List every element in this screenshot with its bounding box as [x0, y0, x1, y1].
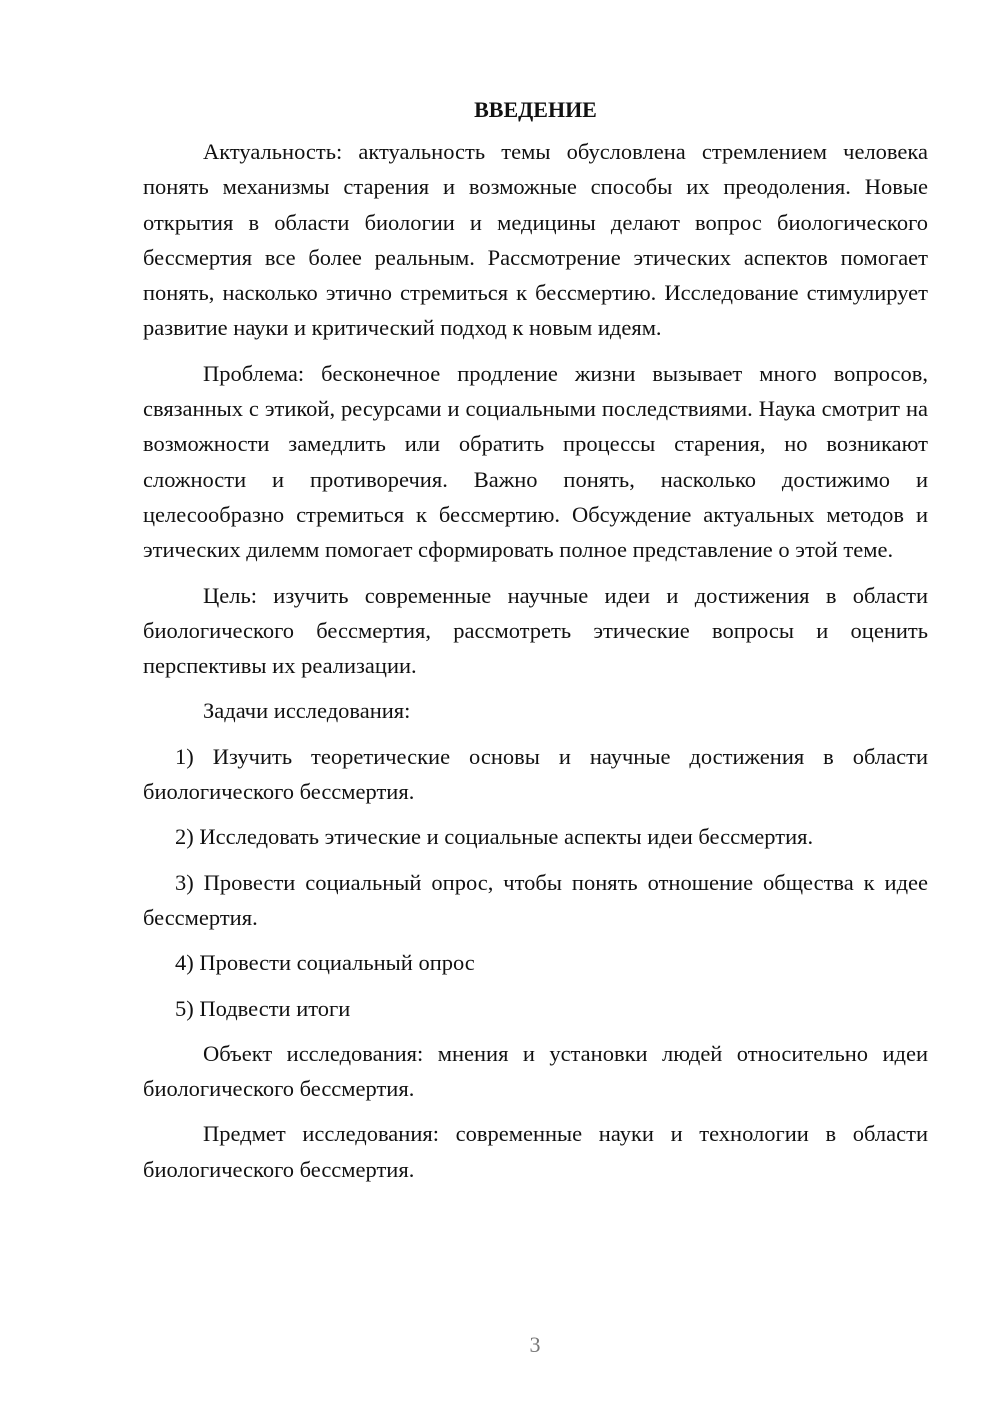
- object-paragraph: Объект исследования: мнения и установки людей относительно идеи биологического бессмертия.: [143, 1040, 928, 1102]
- document-page: [143, 92, 928, 1197]
- page-number: 3: [529, 1332, 541, 1357]
- task-item: 4) Провести социальный опрос: [175, 950, 475, 976]
- goal-paragraph: Цель: изучить современные научные идеи и достижения в области биологического бессмертия, рассмотреть этические вопросы и оценить перспективы их реализации.: [143, 582, 928, 679]
- relevance-paragraph: Актуальность: актуальность темы обусловлена стремлением человека понять механизмы старения и возможные способы их преодоления. Новые открытия в области биологии и медицины делают вопрос биологического бессмертия все более реальным. Рассмотрение этических аспектов помогает понять, насколько этично стремиться к бессмертию. Исследование стимулирует развитие науки и критический подход к новым идеям.: [143, 139, 928, 341]
- subject-paragraph: Предмет исследования: современные науки и технологии в области биологического бессмертия.: [143, 1121, 928, 1182]
- tasks-title: Задачи исследования:: [203, 698, 411, 724]
- section-heading: ВВЕДЕНИЕ: [474, 97, 597, 122]
- problem-paragraph: Проблема: бесконечное продление жизни вызывает много вопросов, связанных с этикой, ресурсами и социальными последствиями. Наука смотрит на возможности замедлить или обратить процессы старения, но возникают сложности и противоречия. Важно понять, насколько достижимо и целесообразно стремиться к бессмертию. Обсуждение актуальных методов и этических дилемм помогает сформировать полное представление о этой теме.: [143, 360, 928, 563]
- task-item: 2) Исследовать этические и социальные аспекты идеи бессмертия.: [175, 824, 814, 850]
- task-item: 1) Изучить теоретические основы и научные достижения в области биологического бессмертия.: [143, 743, 928, 805]
- task-item: 5) Подвести итоги: [175, 995, 351, 1021]
- task-item: 3) Провести социальный опрос, чтобы понять отношение общества к идее бессмертия.: [143, 869, 928, 930]
